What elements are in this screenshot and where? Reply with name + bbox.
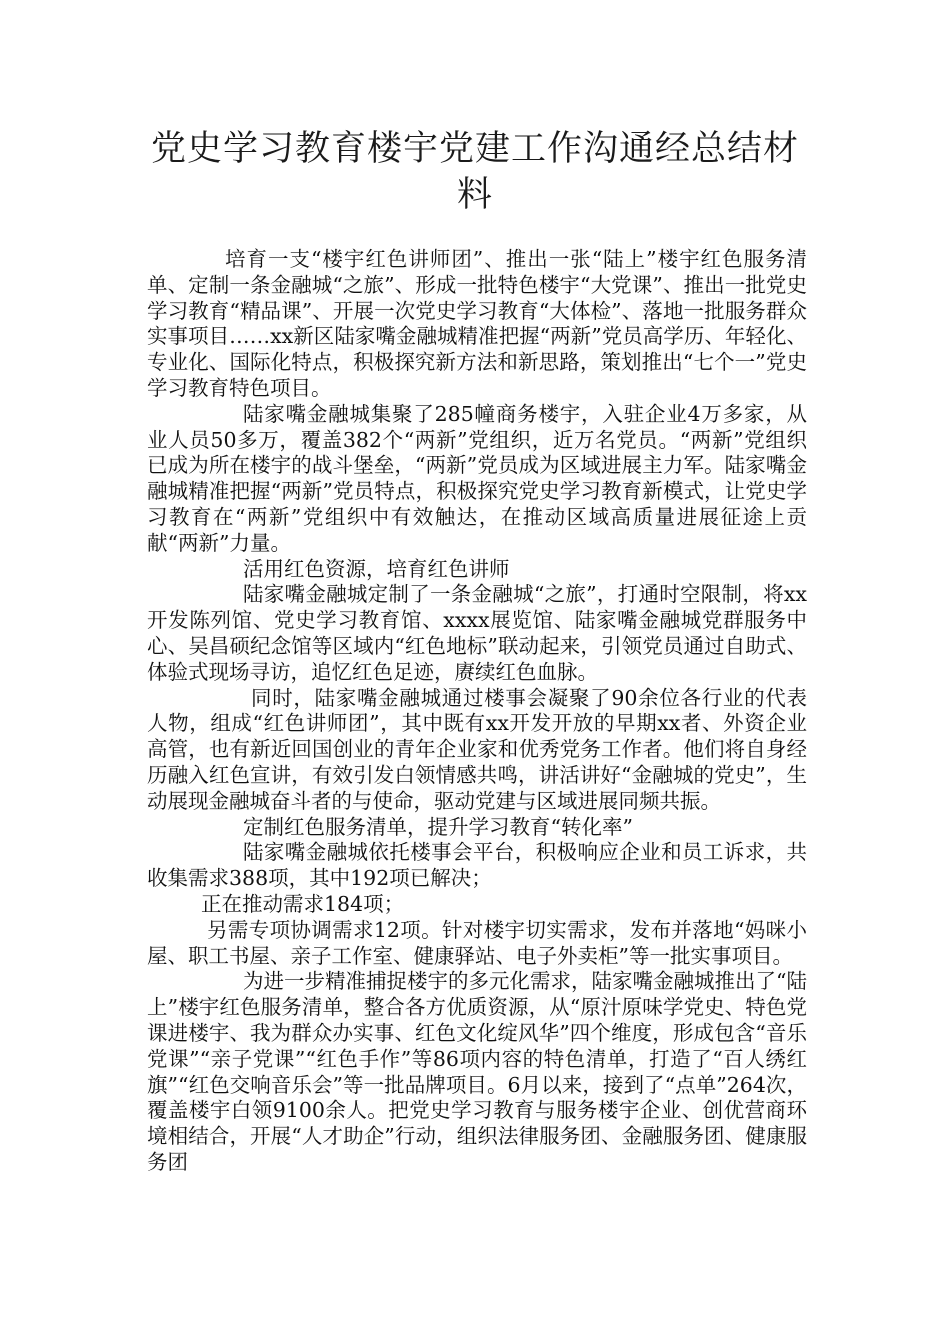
document-body xyxy=(147,247,807,1176)
paragraph-demand-in-progress: 正在推动需求184项； xyxy=(201,891,405,916)
paragraph-intro: 培育一支“楼宇红色讲师团”、推出一张“陆上”楼宇红色服务清单、定制一条金融城“之旅”、形成一批特色楼宇“大党课”、推出一批党史学习教育“精品课”、开展一次党史学习教育“大体检”、落地一批服务群众实事项目……xx新区陆家嘴金融城精准把握“两新”党员高学历、年轻化、专业化、国际化特点，积极探究新方法和新思路，策划推出“七个一”党史学习教育特色项目。 xyxy=(147,247,807,400)
section-heading-red-resources: 活用红色资源，培育红色讲师 xyxy=(243,556,510,581)
paragraph-demand-collection: 陆家嘴金融城依托楼事会平台，积极响应企业和员工诉求，共收集需求388项，其中192项已解决； xyxy=(147,840,807,891)
document-title: 党史学习教育楼宇党建工作沟通经总结材料 xyxy=(150,129,799,215)
paragraph-demand-coordination: 另需专项协调需求12项。针对楼宇切实需求，发布并落地“妈咪小屋、职工书屋、亲子工作室、健康驿站、电子外卖柜”等一批实事项目。 xyxy=(147,917,807,968)
paragraph-red-tour: 陆家嘴金融城定制了一条金融城“之旅”，打通时空限制，将xx开发陈列馆、党史学习教育馆、xxxx展览馆、陆家嘴金融城党群服务中心、吴昌硕纪念馆等区域内“红色地标”联动起来，引领党员通过自助式、体验式现场寻访，追忆红色足迹，赓续红色血脉。 xyxy=(147,582,807,684)
paragraph-overview: 陆家嘴金融城集聚了285幢商务楼宇，入驻企业4万多家，从业人员50多万，覆盖382个“两新”党组织，近万名党员。“两新”党组织已成为所在楼宇的战斗堡垒，“两新”党员成为区域进展主力军。陆家嘴金融城精准把握“两新”党员特点，积极探究党史学习教育新模式，让党史学习教育在“两新”党组织中有效触达，在推动区域高质量进展征途上贡献“两新”力量。 xyxy=(147,401,807,555)
paragraph-service-menu: 为进一步精准捕捉楼宇的多元化需求，陆家嘴金融城推出了“陆上”楼宇红色服务清单，整合各方优质资源，从“原汁原味学党史、特色党课进楼宇、我为群众办实事、红色文化绽风华”四个维度，形成包含“音乐党课”“亲子党课”“红色手作”等86项内容的特色清单，打造了“百人绣红旗”“红色交响音乐会”等一批品牌项目。6月以来，接到了“点单”264次，覆盖楼宇白领9100余人。把党史学习教育与服务楼宇企业、创优营商环境相结合，开展“人才助企”行动，组织法律服务团、金融服务团、健康服务团 xyxy=(147,969,807,1174)
paragraph-lecturer-team: 同时，陆家嘴金融城通过楼事会凝聚了90余位各行业的代表人物，组成“红色讲师团”，其中既有xx开发开放的早期xx者、外资企业高管，也有新近回国创业的青年企业家和优秀党务工作者。他们将自身经历融入红色宣讲，有效引发白领情感共鸣，讲活讲好“金融城的党史”，生动展现金融城奋斗者的与使命，驱动党建与区域进展同频共振。 xyxy=(147,685,807,813)
section-heading-service-list: 定制红色服务清单，提升学习教育“转化率” xyxy=(243,814,633,839)
